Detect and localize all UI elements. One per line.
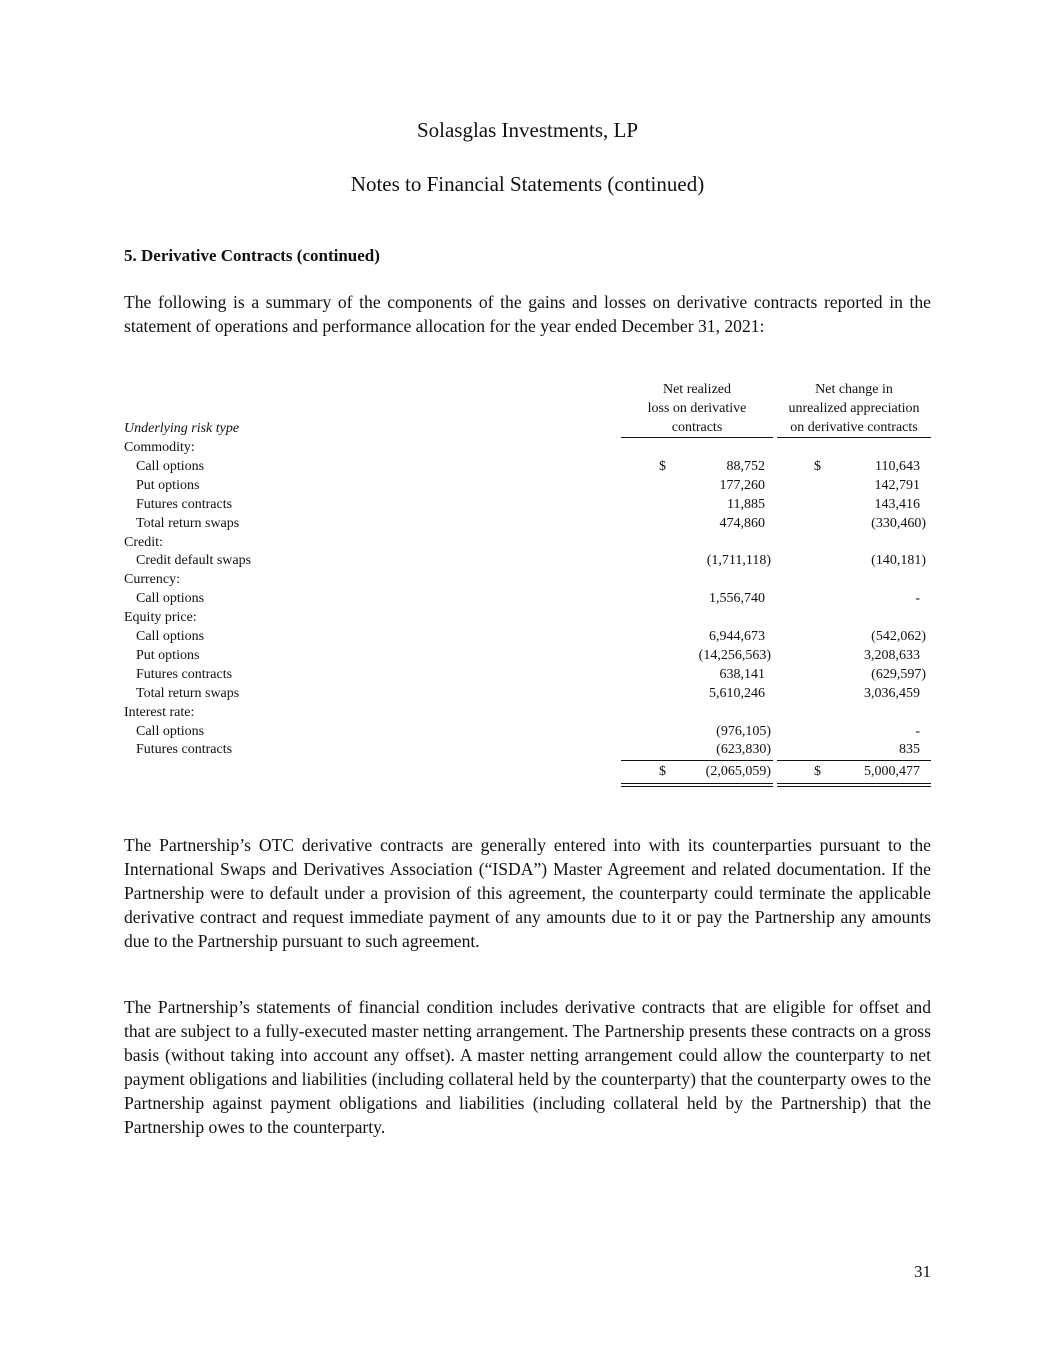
row-label: Call options <box>136 458 205 474</box>
table-row <box>124 627 934 646</box>
page-number: 31 <box>914 1262 931 1281</box>
col-header-line: contracts <box>671 420 723 435</box>
row-label: Put options <box>136 477 200 493</box>
unrealized-change-value: 143,416 <box>874 496 920 512</box>
col-header-line: Net realized <box>662 382 731 397</box>
table-row <box>124 646 934 665</box>
unrealized-change-value: (542,062) <box>871 629 926 644</box>
total-double-rule <box>777 783 931 784</box>
risk-type-header: Underlying risk type <box>124 421 240 436</box>
subtotal-rule <box>777 760 931 761</box>
row-label: Total return swaps <box>136 685 240 701</box>
total-row <box>124 762 934 781</box>
table-row <box>124 457 934 476</box>
currency-symbol: $ <box>659 764 666 780</box>
category-label: Interest rate: <box>124 704 195 720</box>
total-realized-loss: (2,065,059) <box>705 764 771 780</box>
col-header-net-change <box>777 380 931 438</box>
row-label: Call options <box>136 629 205 644</box>
table-row <box>124 551 934 570</box>
col-header-line: Net change in <box>815 382 893 397</box>
row-label: Futures contracts <box>136 742 233 758</box>
unrealized-change-value: 3,036,459 <box>864 685 920 701</box>
currency-symbol: $ <box>814 764 821 780</box>
page-subtitle: Notes to Financial Statements (continued) <box>350 172 705 196</box>
table-row <box>124 684 934 703</box>
table-row <box>124 665 934 684</box>
category-label: Equity price: <box>124 610 197 626</box>
row-label: Total return swaps <box>136 515 240 531</box>
col-header-line: loss on derivative <box>647 401 747 416</box>
col-header-net-realized <box>621 380 773 438</box>
row-label: Call options <box>136 591 205 607</box>
category-label: Commodity: <box>124 440 195 455</box>
unrealized-change-value: 110,643 <box>875 458 920 474</box>
realized-loss-value: (1,711,118) <box>706 553 771 569</box>
category-label: Currency: <box>124 572 180 588</box>
col-header-line: on derivative contracts <box>790 420 918 435</box>
realized-loss-value: 474,860 <box>719 515 765 531</box>
currency-symbol: $ <box>659 458 666 474</box>
table-row <box>124 438 934 457</box>
table-row <box>124 740 934 759</box>
unrealized-change-value: 835 <box>899 742 920 758</box>
table-row <box>124 476 934 495</box>
table-row <box>124 533 934 552</box>
subtotal-rule <box>621 760 773 761</box>
company-name: Solasglas Investments, LP <box>416 118 639 142</box>
total-double-rule <box>777 786 931 787</box>
col-header-line: unrealized appreciation <box>788 401 920 416</box>
realized-loss-value: 177,260 <box>719 477 765 493</box>
row-label: Credit default swaps <box>136 553 252 569</box>
netting-paragraph: The Partnership’s statements of financial condition includes derivative contracts that are eligible for offset and that are subject to a fully-executed master netting arrangement. The Partnership presents these contracts on a gross basis (without taking into account any offset). A master netting arrangement could allow the counterparty to net payment obligations and liabilities (including collateral held by the counterparty) that the counterparty owes to the Partnership against payment obligations and liabilities (including collateral held by the Partnership) that the Partnership owes to the counterparty. <box>124 997 931 1137</box>
realized-loss-value: (14,256,563) <box>698 647 771 663</box>
unrealized-change-value: - <box>915 591 920 607</box>
total-double-rule <box>621 783 773 784</box>
total-unrealized-change: 5,000,477 <box>864 764 920 780</box>
unrealized-change-value: (629,597) <box>871 666 926 682</box>
intro-paragraph: The following is a summary of the components of the gains and losses on derivative contracts reported in the statement of operations and performance allocation for the year ended December 31, 2021: <box>124 292 931 336</box>
table-row <box>124 514 934 533</box>
category-label: Credit: <box>124 534 163 550</box>
row-label: Call options <box>136 723 205 739</box>
section-heading: 5. Derivative Contracts (continued) <box>124 246 380 265</box>
table-row <box>124 703 934 722</box>
realized-loss-value: (976,105) <box>716 723 771 739</box>
realized-loss-value: 88,752 <box>726 458 765 474</box>
unrealized-change-value: (330,460) <box>871 515 926 531</box>
table-row <box>124 608 934 627</box>
unrealized-change-value: - <box>915 723 920 739</box>
currency-symbol: $ <box>814 458 821 474</box>
realized-loss-value: 5,610,246 <box>709 685 765 701</box>
unrealized-change-value: 142,791 <box>874 477 920 493</box>
realized-loss-value: (623,830) <box>716 742 771 758</box>
realized-loss-value: 1,556,740 <box>709 591 765 607</box>
table-row <box>124 570 934 589</box>
row-label: Put options <box>136 647 200 663</box>
unrealized-change-value: 3,208,633 <box>864 647 920 663</box>
total-double-rule <box>621 786 773 787</box>
table-row <box>124 722 934 741</box>
isda-paragraph: The Partnership’s OTC derivative contracts are generally entered into with its counterparties pursuant to the International Swaps and Derivatives Association (“ISDA”) Master Agreement and related documentation. If the Partnership were to default under a provision of this agreement, the counterparty could terminate the applicable derivative contract and request immediate payment of any amounts due to it or pay the Partnership any amounts due to the Partnership pursuant to such agreement. <box>124 835 931 951</box>
unrealized-change-value: (140,181) <box>871 553 926 569</box>
realized-loss-value: 6,944,673 <box>709 629 765 644</box>
table-row <box>124 589 934 608</box>
realized-loss-value: 638,141 <box>719 666 765 682</box>
realized-loss-value: 11,885 <box>727 496 765 512</box>
row-label: Futures contracts <box>136 496 233 512</box>
row-label: Futures contracts <box>136 666 233 682</box>
table-row <box>124 495 934 514</box>
